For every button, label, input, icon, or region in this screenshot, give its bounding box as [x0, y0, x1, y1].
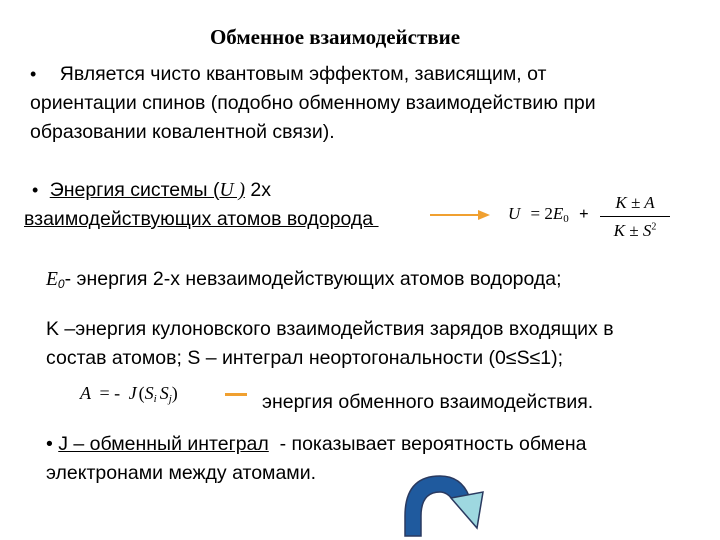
energy-suffix: 2х: [244, 179, 271, 201]
formula-equals: =: [530, 204, 541, 223]
formula-plus: +: [579, 204, 589, 223]
e0-text: - энергия 2-х невзаимодействующих атомов водорода;: [64, 268, 562, 290]
e0-sub: 0: [57, 277, 65, 291]
formula-sub-j: j: [168, 393, 172, 405]
paragraph-e0: [46, 265, 562, 299]
curved-arrow-icon: [395, 468, 490, 538]
paragraph-exchange-energy: энергия обменного взаимодействия.: [262, 391, 594, 413]
exchange-integral-term: J – обменный интеграл: [58, 433, 269, 455]
formula-coefficient: 2: [544, 204, 553, 223]
paragraph-line-2: электронами между атомами.: [46, 462, 317, 484]
formula-s-i: S: [144, 383, 154, 403]
paragraph-line-3: образовании ковалентной связи).: [30, 121, 335, 143]
paragraph-line-2: взаимодействующих атомов водорода: [24, 208, 379, 230]
formula-exchange: [80, 383, 178, 405]
formula-j: J: [128, 383, 137, 403]
formula-e: E: [552, 204, 564, 223]
bullet-icon: •: [30, 64, 37, 84]
denominator-sup: 2: [651, 221, 657, 233]
formula-lhs: A: [80, 383, 91, 403]
formula-e-sub: 0: [563, 213, 569, 225]
paragraph-system-energy: [24, 176, 379, 234]
denominator-main: K ± S: [613, 221, 652, 240]
formula-open-paren: (: [138, 383, 145, 403]
slide-title: Обменное взаимодействие: [209, 25, 461, 49]
energy-label: Энергия системы (U ): [49, 179, 245, 201]
formula-sub-i: i: [153, 393, 157, 405]
dash-connector: [225, 393, 247, 396]
paragraph-line-1: [46, 430, 587, 459]
paragraph-line-1: K –энергия кулоновского взаимодействия зарядов входящих в: [46, 318, 614, 340]
bullet-icon: •: [46, 433, 53, 455]
exchange-integral-text: - показывает вероятность обмена: [268, 433, 587, 455]
paragraph-exchange-integral: [46, 430, 587, 488]
paragraph-line-2: ориентации спинов (подобно обменному взаимодействию при: [30, 92, 596, 114]
paragraph-k-s: [46, 315, 614, 373]
fraction-denominator: [600, 221, 670, 241]
paragraph-line-1: [30, 60, 596, 89]
formula-equals-minus: = -: [99, 383, 121, 403]
paragraph-line-2: состав атомов; S – интеграл неортогональности (0≤S≤1);: [46, 347, 564, 369]
paragraph-text: Является чисто квантовым эффектом, зависящим, от: [59, 63, 547, 85]
formula-s-j: S: [159, 383, 169, 403]
arrow-right-icon: [430, 208, 492, 222]
formula-energy: [508, 204, 589, 225]
paragraph-quantum-effect: [30, 60, 596, 147]
paragraph-line-1: [24, 176, 379, 205]
fraction-bar: [600, 216, 670, 217]
energy-symbol: U ): [219, 180, 245, 201]
formula-lhs: U: [508, 204, 521, 223]
formula-close-paren: ): [171, 383, 178, 403]
fraction-numerator: K ± A: [615, 193, 655, 212]
bullet-icon: •: [32, 180, 39, 200]
e0-symbol: E: [46, 269, 58, 290]
